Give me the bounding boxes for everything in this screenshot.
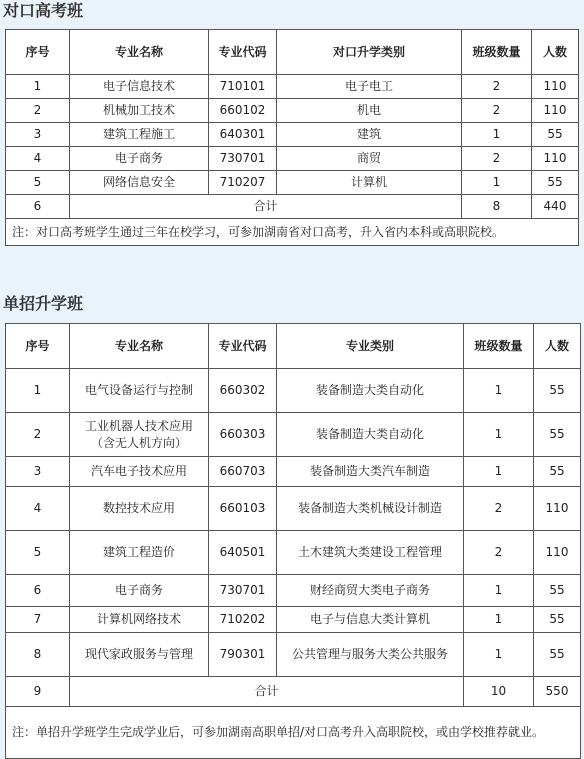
header-cell: 专业名称 [70, 324, 209, 369]
table-row [6, 457, 581, 487]
cell-people: 55 [534, 633, 581, 677]
cell-code: 710101 [209, 75, 277, 99]
cell-category: 装备制造大类自动化 [277, 413, 464, 457]
cell-category: 机电 [277, 99, 462, 123]
table-note: 注：单招升学班学生完成学业后，可参加湖南高职单招/对口高考升入高职院校，或由学校推荐就业。 [6, 707, 581, 759]
header-cell: 专业代码 [209, 30, 277, 75]
cell-major: 电气设备运行与控制 [70, 369, 209, 413]
cell-people: 110 [534, 487, 581, 531]
table-note: 注：对口高考班学生通过三年在校学习，可参加湖南省对口高考，升入省内本科或高职院校。 [6, 219, 579, 246]
cell-no: 2 [6, 99, 70, 123]
cell-no: 4 [6, 487, 70, 531]
table-row [6, 171, 579, 195]
total-row [6, 677, 581, 707]
cell-no: 3 [6, 123, 70, 147]
table-row [6, 487, 581, 531]
cell-no: 5 [6, 531, 70, 575]
header-cell: 班级数量 [462, 30, 532, 75]
cell-major: 汽车电子技术应用 [70, 457, 209, 487]
cell-category: 商贸 [277, 147, 462, 171]
cell-no: 1 [6, 369, 70, 413]
table-row [6, 75, 579, 99]
cell-classes: 2 [462, 99, 532, 123]
cell-category: 电子电工 [277, 75, 462, 99]
cell-classes: 1 [464, 457, 534, 487]
note-row [6, 219, 579, 246]
cell-category: 建筑 [277, 123, 462, 147]
cell-no: 3 [6, 457, 70, 487]
cell-classes: 1 [462, 123, 532, 147]
total-row [6, 195, 579, 219]
cell-people: 55 [534, 369, 581, 413]
cell-code: 660102 [209, 99, 277, 123]
cell-category: 装备制造大类自动化 [277, 369, 464, 413]
table-row [6, 123, 579, 147]
header-cell: 序号 [6, 324, 70, 369]
cell-classes: 1 [464, 633, 534, 677]
cell-people: 110 [532, 75, 579, 99]
total-label: 合计 [70, 677, 464, 707]
cell-classes: 1 [464, 369, 534, 413]
cell-people: 55 [534, 607, 581, 633]
cell-classes: 2 [464, 531, 534, 575]
cell-classes: 1 [464, 575, 534, 607]
cell-no: 6 [6, 575, 70, 607]
cell-major: 现代家政服务与管理 [70, 633, 209, 677]
cell-category: 装备制造大类机械设计制造 [277, 487, 464, 531]
table-header-row [6, 30, 579, 75]
cell-people: 110 [532, 99, 579, 123]
total-people: 440 [532, 195, 579, 219]
table-row [6, 607, 581, 633]
cell-code: 640501 [209, 531, 277, 575]
cell-classes: 2 [462, 147, 532, 171]
cell-code: 790301 [209, 633, 277, 677]
cell-no: 7 [6, 607, 70, 633]
note-row [6, 707, 581, 759]
table-row [6, 99, 579, 123]
cell-classes: 1 [464, 607, 534, 633]
cell-people: 110 [532, 147, 579, 171]
cell-code: 640301 [209, 123, 277, 147]
total-classes: 8 [462, 195, 532, 219]
cell-code: 660302 [209, 369, 277, 413]
cell-people: 55 [532, 123, 579, 147]
cell-people: 55 [534, 413, 581, 457]
cell-code: 660703 [209, 457, 277, 487]
header-cell: 对口升学类别 [277, 30, 462, 75]
cell-category: 电子与信息大类计算机 [277, 607, 464, 633]
total-label: 合计 [70, 195, 462, 219]
table-row [6, 147, 579, 171]
table-row [6, 575, 581, 607]
cell-people: 55 [534, 575, 581, 607]
cell-category: 财经商贸大类电子商务 [277, 575, 464, 607]
cell-code: 660103 [209, 487, 277, 531]
cell-people: 110 [534, 531, 581, 575]
cell-category: 公共管理与服务大类公共服务 [277, 633, 464, 677]
table-row [6, 633, 581, 677]
cell-code: 730701 [209, 147, 277, 171]
cell-no: 6 [6, 195, 70, 219]
cell-major: 电子商务 [70, 147, 209, 171]
cell-code: 710202 [209, 607, 277, 633]
cell-people: 55 [534, 457, 581, 487]
cell-no: 9 [6, 677, 70, 707]
cell-no: 5 [6, 171, 70, 195]
total-people: 550 [534, 677, 581, 707]
cell-no: 1 [6, 75, 70, 99]
cell-no: 2 [6, 413, 70, 457]
table-row [6, 369, 581, 413]
cell-major: 数控技术应用 [70, 487, 209, 531]
section-title-duikou: 对口高考班 [3, 1, 84, 20]
cell-classes: 2 [462, 75, 532, 99]
cell-code: 710207 [209, 171, 277, 195]
cell-category: 土木建筑大类建设工程管理 [277, 531, 464, 575]
cell-category: 计算机 [277, 171, 462, 195]
cell-classes: 1 [462, 171, 532, 195]
cell-no: 8 [6, 633, 70, 677]
table-row [6, 531, 581, 575]
cell-major: 电子信息技术 [70, 75, 209, 99]
danzhao-table [5, 323, 581, 759]
cell-major: 网络信息安全 [70, 171, 209, 195]
cell-code: 730701 [209, 575, 277, 607]
section-title-danzhao: 单招升学班 [3, 294, 84, 313]
cell-code: 660303 [209, 413, 277, 457]
table-row [6, 413, 581, 457]
cell-major: 机械加工技术 [70, 99, 209, 123]
cell-major: 建筑工程造价 [70, 531, 209, 575]
table-header-row [6, 324, 581, 369]
cell-major: 工业机器人技术应用 （含无人机方向） [70, 413, 209, 457]
header-cell: 序号 [6, 30, 70, 75]
header-cell: 人数 [532, 30, 579, 75]
cell-major: 计算机网络技术 [70, 607, 209, 633]
cell-major: 建筑工程施工 [70, 123, 209, 147]
cell-classes: 1 [464, 413, 534, 457]
header-cell: 专业名称 [70, 30, 209, 75]
cell-no: 4 [6, 147, 70, 171]
header-cell: 班级数量 [464, 324, 534, 369]
cell-major: 电子商务 [70, 575, 209, 607]
cell-category: 装备制造大类汽车制造 [277, 457, 464, 487]
total-classes: 10 [464, 677, 534, 707]
cell-people: 55 [532, 171, 579, 195]
header-cell: 专业类别 [277, 324, 464, 369]
duikou-table [5, 29, 579, 246]
header-cell: 人数 [534, 324, 581, 369]
header-cell: 专业代码 [209, 324, 277, 369]
cell-classes: 2 [464, 487, 534, 531]
